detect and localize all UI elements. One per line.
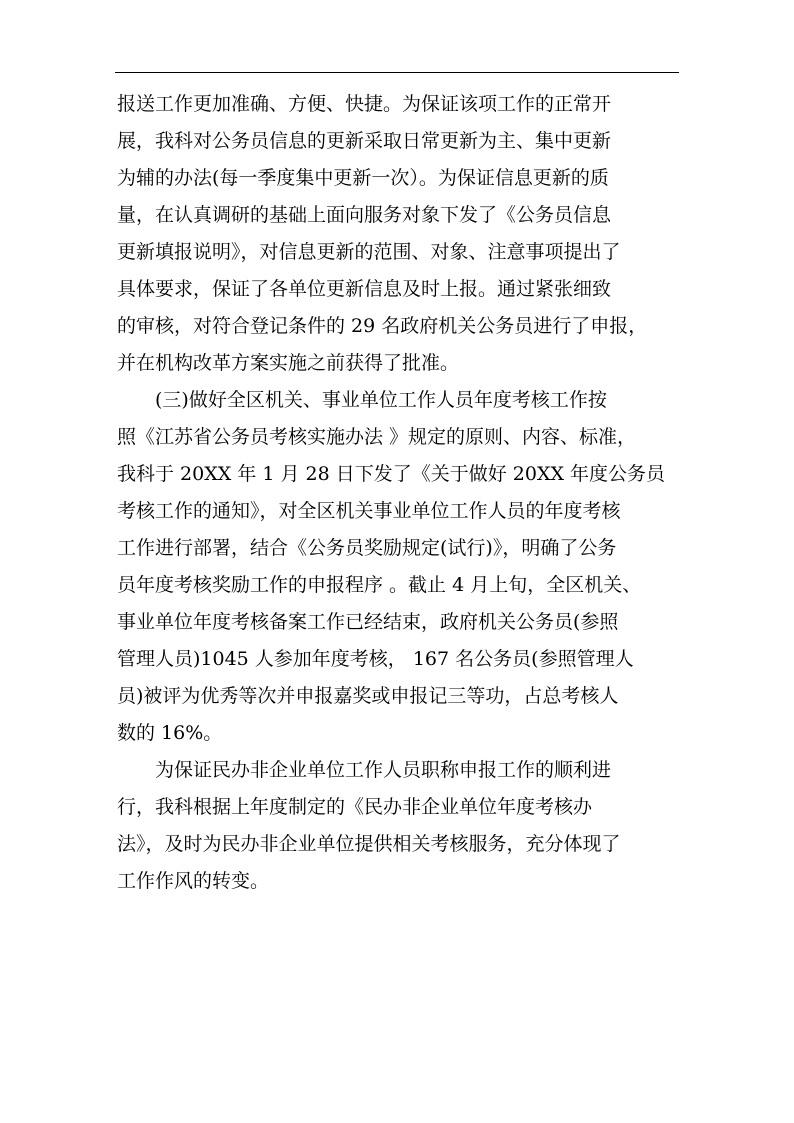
header-rule [115, 72, 679, 73]
text-line: 数的 16%。 [117, 722, 223, 744]
text-line: 并在机构改革方案实施之前获得了批准。 [117, 352, 460, 374]
body-text [117, 86, 681, 900]
text-line: 照《江苏省公务员考核实施办法 》规定的原则、内容、标准， [117, 426, 637, 448]
paragraph-start-line: 为保证民办非企业单位工作人员职称申报工作的顺利进 [155, 759, 612, 781]
text-line: 报送工作更加准确、方便、快捷。为保证该项工作的正常开 [117, 93, 612, 115]
text-line: 量，在认真调研的基础上面向服务对象下发了《公务员信息 [117, 204, 612, 226]
text-line: 为辅的办法(每一季度集中更新一次）。为保证信息更新的质 [117, 167, 609, 189]
text-line: 工作作风的转变。 [117, 870, 270, 892]
text-line: 法》，及时为民办非企业单位提供相关考核服务，充分体现了 [117, 833, 621, 855]
paragraph-start-line: (三)做好全区机关、事业单位工作人员年度考核工作按 [155, 389, 607, 411]
text-line: 员年度考核奖励工作的申报程序 。截止 4 月上旬，全区机关、 [117, 574, 642, 596]
text-line: 考核工作的通知》，对全区机关事业单位工作人员的年度考核 [117, 500, 621, 522]
text-line: 工作进行部署，结合《公务员奖励规定(试行)》，明确了公务 [117, 537, 617, 559]
text-line: 展，我科对公务员信息的更新采取日常更新为主、集中更新 [117, 130, 612, 152]
text-line: 员)被评为优秀等次并申报嘉奖或申报记三等功，占总考核人 [117, 685, 619, 707]
text-line: 更新填报说明》，对信息更新的范围、对象、注意事项提出了 [117, 241, 621, 263]
text-line: 管理人员)1045 人参加年度考核， 167 名公务员(参照管理人 [117, 648, 634, 670]
text-line: 我科于 20XX 年 1 月 28 日下发了《关于做好 20XX 年度公务员 [117, 463, 666, 485]
text-line: 具体要求，保证了各单位更新信息及时上报。通过紧张细致 [117, 278, 612, 300]
text-line: 事业单位年度考核备案工作已经结束，政府机关公务员(参照 [117, 611, 619, 633]
text-line: 行，我科根据上年度制定的《民办非企业单位年度考核办 [117, 796, 593, 818]
text-line: 的审核，对符合登记条件的 29 名政府机关公务员进行了申报， [117, 315, 648, 337]
